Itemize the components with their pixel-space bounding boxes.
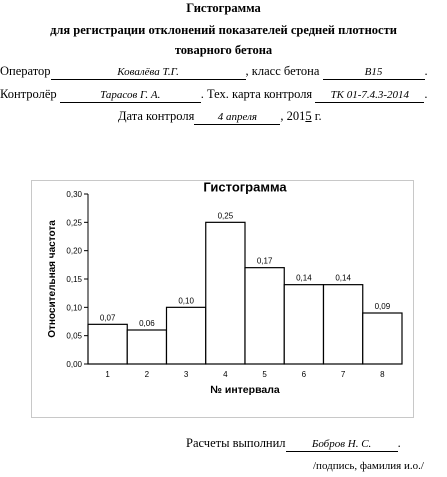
bar-value-label: 0,10	[178, 296, 194, 306]
x-tick-label: 5	[262, 370, 267, 379]
control-date-year-digit: 5	[305, 109, 312, 123]
histogram-bar	[363, 313, 402, 364]
x-tick-label: 3	[183, 370, 189, 379]
y-tick-label: 0,30	[66, 190, 82, 199]
histogram-bar	[127, 330, 166, 364]
concrete-class-end: .	[424, 64, 428, 78]
x-tick-label: 1	[105, 370, 110, 379]
histogram-svg	[32, 181, 413, 417]
controller-row	[0, 87, 427, 103]
x-tick-label: 4	[223, 370, 228, 379]
y-tick-label: 0,10	[66, 303, 82, 313]
control-date-year-suffix: г.	[311, 109, 322, 123]
x-tick-label: 2	[144, 370, 150, 379]
y-tick-label: 0,20	[66, 246, 82, 256]
histogram-bar	[167, 307, 206, 364]
tech-card-label: . Тех. карта контроля	[200, 87, 313, 101]
operator-row	[0, 64, 428, 80]
bar-value-label: 0,14	[296, 273, 312, 283]
histogram-bar	[324, 285, 363, 364]
bar-value-label: 0,07	[99, 313, 116, 323]
bar-value-label: 0,25	[217, 211, 234, 221]
bar-value-label: 0,09	[374, 302, 391, 311]
concrete-class-label: , класс бетона	[245, 64, 320, 78]
y-tick-label: 0,05	[66, 331, 82, 341]
chart-title: Гистограмма	[203, 181, 287, 195]
bar-value-label: 0,14	[335, 273, 351, 283]
tech-card-field: ТК 01-7.4.3-2014	[315, 89, 424, 103]
histogram-bar	[206, 222, 245, 364]
x-axis-title: № интервала	[210, 384, 280, 396]
y-axis-title: Относительная частота	[47, 220, 58, 338]
control-date-row	[118, 109, 322, 125]
x-tick-label: 8	[380, 370, 385, 379]
controller-field: Тарасов Г. А.	[60, 89, 201, 103]
calculated-by-row	[186, 436, 401, 452]
y-tick-label: 0,25	[66, 218, 82, 228]
calculated-by-field: Бобров Н. С.	[286, 438, 398, 452]
y-tick-label: 0,00	[66, 360, 82, 369]
x-tick-label: 6	[301, 370, 307, 379]
signature-hint: /подпись, фамилия и.о./	[313, 460, 424, 472]
calculated-by-end: .	[397, 436, 401, 450]
histogram-bar	[88, 324, 127, 364]
tech-card-end: .	[424, 87, 428, 101]
operator-label: Оператор	[0, 64, 51, 78]
control-date-label: Дата контроля	[118, 109, 195, 123]
x-tick-label: 7	[340, 370, 346, 379]
bar-value-label: 0,17	[256, 256, 273, 266]
y-tick-label: 0,15	[66, 275, 82, 284]
histogram-bar	[284, 285, 323, 364]
document-subtitle-line-2: товарного бетона	[174, 43, 273, 57]
controller-label: Контролёр	[0, 87, 57, 101]
calculated-by-label: Расчеты выполнил	[186, 436, 286, 450]
document-title: Гистограмма	[186, 1, 261, 15]
concrete-class-field: B15	[323, 66, 425, 80]
operator-field: Ковалёва Т.Г.	[51, 66, 246, 80]
bar-value-label: 0,06	[139, 319, 155, 328]
document-subtitle-line-1: для регистрации отклонений показателей средней плотности	[50, 23, 397, 37]
control-date-field: 4 апреля	[194, 111, 280, 125]
control-date-year-prefix: , 201	[280, 109, 306, 123]
histogram-bar	[245, 268, 284, 364]
histogram-chart	[31, 180, 414, 418]
